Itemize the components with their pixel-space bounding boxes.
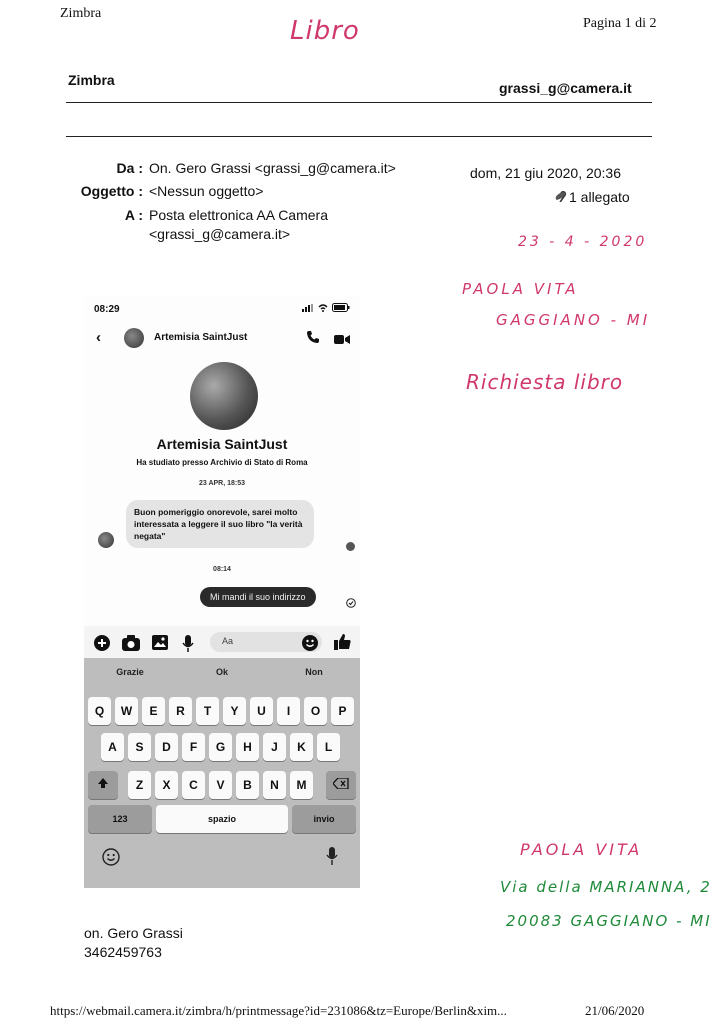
signature-name: on. Gero Grassi — [84, 925, 183, 941]
header-divider — [66, 102, 652, 103]
phone-icon[interactable] — [306, 330, 320, 349]
sender-avatar — [98, 532, 114, 548]
numbers-key[interactable]: 123 — [88, 805, 152, 833]
shift-key[interactable] — [88, 771, 118, 799]
suggestion[interactable]: Non — [305, 667, 323, 677]
emoji-icon[interactable] — [302, 635, 318, 656]
backspace-icon — [333, 778, 349, 792]
message-date: dom, 21 giu 2020, 20:36 — [470, 165, 622, 181]
profile-subtitle: Ha studiato presso Archivio di Stato di Roma — [136, 458, 308, 467]
key-u[interactable]: U — [250, 697, 273, 725]
key-e[interactable]: E — [142, 697, 165, 725]
suggestion[interactable]: Grazie — [116, 667, 144, 677]
key-m[interactable]: M — [290, 771, 313, 799]
key-g[interactable]: G — [209, 733, 232, 761]
mic-icon[interactable] — [182, 635, 194, 657]
chat-area — [84, 296, 360, 626]
camera-icon[interactable] — [122, 635, 140, 656]
handwritten-name: PAOLA VITA — [462, 280, 579, 298]
message-composer — [84, 626, 360, 660]
suggestion-bar — [84, 658, 360, 686]
emoji-icon[interactable] — [102, 848, 120, 871]
key-o[interactable]: O — [304, 697, 327, 725]
space-key[interactable]: spazio — [156, 805, 288, 833]
key-x[interactable]: X — [155, 771, 178, 799]
signature-phone: 3462459763 — [84, 944, 162, 960]
contact-avatar[interactable] — [124, 328, 144, 348]
key-b[interactable]: B — [236, 771, 259, 799]
key-s[interactable]: S — [128, 733, 151, 761]
key-j[interactable]: J — [263, 733, 286, 761]
backspace-key[interactable] — [326, 771, 356, 799]
meta-divider — [66, 136, 652, 137]
timestamp: 23 APR, 18:53 — [198, 480, 246, 487]
video-icon[interactable] — [334, 332, 350, 350]
messenger-screenshot — [84, 296, 360, 888]
attachment-link[interactable] — [553, 189, 630, 205]
handwritten-date: 23 - 4 - 2020 — [518, 234, 648, 250]
enter-key[interactable]: invio — [292, 805, 356, 833]
print-footer-date: 21/06/2020 — [585, 1003, 645, 1018]
plus-icon[interactable] — [94, 635, 110, 656]
status-time: 08:29 — [94, 304, 120, 315]
profile-name: Artemisia SaintJust — [156, 436, 288, 452]
handwritten-street: Via della MARIANNA, 2 — [500, 878, 712, 896]
subject-value: <Nessun oggetto> — [149, 183, 264, 199]
key-w[interactable]: W — [115, 697, 138, 725]
zimbra-brand: Zimbra — [68, 72, 115, 88]
from-value: On. Gero Grassi <grassi_g@camera.it> — [149, 160, 396, 176]
status-icons — [302, 303, 350, 312]
profile-picture — [190, 362, 258, 430]
thumbs-up-icon[interactable] — [334, 633, 351, 655]
key-d[interactable]: D — [155, 733, 178, 761]
from-label: Da : — [116, 160, 143, 176]
handwritten-place: GAGGIANO - MI — [496, 311, 651, 329]
key-p[interactable]: P — [331, 697, 354, 725]
key-y[interactable]: Y — [223, 697, 246, 725]
timestamp: 08:14 — [213, 566, 231, 573]
key-k[interactable]: K — [290, 733, 313, 761]
key-v[interactable]: V — [209, 771, 232, 799]
attachment-count: 1 allegato — [569, 189, 630, 205]
key-q[interactable]: Q — [88, 697, 111, 725]
handwritten-libro: Libro — [290, 16, 360, 46]
contact-name-header[interactable]: Artemisia SaintJust — [154, 332, 248, 343]
print-header-left: Zimbra — [60, 6, 102, 21]
incoming-message[interactable]: Buon pomeriggio onorevole, sarei molto interessata a leggere il suo libro "la verità negata" — [126, 500, 314, 548]
to-value-line2: <grassi_g@camera.it> — [149, 226, 291, 242]
shift-icon — [97, 778, 109, 792]
key-h[interactable]: H — [236, 733, 259, 761]
key-a[interactable]: A — [101, 733, 124, 761]
signal-icon — [302, 304, 314, 312]
handwritten-request: Richiesta libro — [466, 370, 624, 394]
paperclip-icon — [553, 189, 567, 205]
handwritten-city: 20083 GAGGIANO - MI — [506, 912, 712, 930]
print-footer-url: https://webmail.camera.it/zimbra/h/printmessage?id=231086&tz=Europe/Berlin&xim... — [50, 1003, 507, 1018]
key-t[interactable]: T — [196, 697, 219, 725]
key-i[interactable]: I — [277, 697, 300, 725]
key-f[interactable]: F — [182, 733, 205, 761]
onscreen-keyboard — [84, 658, 360, 888]
image-icon[interactable] — [152, 635, 168, 655]
check-icon — [346, 595, 356, 613]
mic-icon[interactable] — [326, 847, 338, 870]
key-l[interactable]: L — [317, 733, 340, 761]
key-z[interactable]: Z — [128, 771, 151, 799]
subject-label: Oggetto : — [80, 183, 143, 199]
wifi-icon — [318, 304, 328, 312]
handwritten-name-2: PAOLA VITA — [520, 840, 643, 859]
account-email: grassi_g@camera.it — [499, 80, 632, 96]
outgoing-message[interactable]: Mi mandi il suo indirizzo — [200, 587, 316, 607]
back-icon[interactable]: ‹ — [96, 329, 101, 346]
key-n[interactable]: N — [263, 771, 286, 799]
battery-icon — [332, 303, 350, 312]
to-value-line1: Posta elettronica AA Camera — [149, 207, 328, 223]
key-r[interactable]: R — [169, 697, 192, 725]
seen-indicator — [346, 542, 355, 551]
key-c[interactable]: C — [182, 771, 205, 799]
message-input-placeholder: Aa — [222, 636, 234, 646]
suggestion[interactable]: Ok — [215, 667, 228, 677]
print-header-page: Pagina 1 di 2 — [583, 16, 657, 31]
to-label: A : — [124, 207, 143, 223]
